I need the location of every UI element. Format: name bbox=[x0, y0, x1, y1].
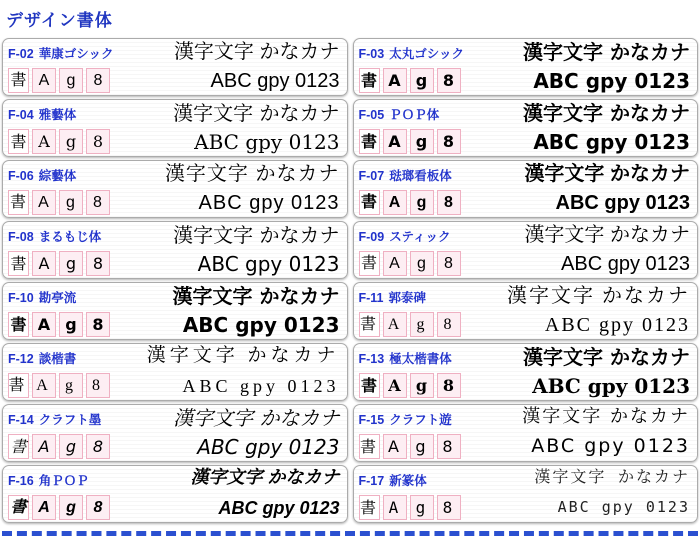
font-card bbox=[2, 38, 348, 96]
font-card-bottom-row bbox=[359, 373, 691, 398]
bottom-dashed-divider bbox=[2, 531, 698, 536]
sample-char-box: g bbox=[59, 129, 83, 154]
font-name: 新篆体 bbox=[389, 474, 427, 488]
font-card-bottom-row bbox=[359, 312, 691, 337]
font-card-label bbox=[8, 41, 113, 62]
font-code: F-02 bbox=[8, 47, 34, 61]
sample-line-2: ABC gpy 0123 bbox=[557, 498, 690, 516]
font-card bbox=[2, 404, 348, 462]
sample-char-box: A bbox=[383, 251, 407, 276]
sample-char-box: 8 bbox=[86, 434, 110, 459]
font-name: 琺瑯看板体 bbox=[389, 169, 452, 183]
sample-line-2: ABC gpy 0123 bbox=[197, 434, 340, 459]
sample-char-box: 書 bbox=[359, 434, 380, 459]
font-card-label bbox=[8, 163, 76, 184]
font-card bbox=[2, 465, 348, 523]
font-card-bottom-row bbox=[8, 434, 340, 459]
sample-char-box: 書 bbox=[8, 251, 29, 276]
font-card bbox=[2, 160, 348, 218]
font-name: ＰＯＰ体 bbox=[389, 108, 440, 122]
font-card bbox=[353, 282, 699, 340]
sample-line-1: 漢字文字 かなカナ bbox=[164, 163, 340, 185]
sample-line-1: 漢字文字 かなカナ bbox=[524, 163, 690, 185]
sample-char-box: 書 bbox=[359, 373, 380, 398]
sample-char-box: A bbox=[32, 251, 56, 276]
font-name: 極太楷書体 bbox=[389, 352, 452, 366]
sample-char-boxes bbox=[8, 129, 110, 154]
sample-line-2: ABC gpy 0123 bbox=[218, 497, 340, 518]
font-card bbox=[353, 465, 699, 523]
sample-line-1: 漢字文字 かなカナ bbox=[507, 285, 690, 307]
font-card-bottom-row bbox=[359, 434, 691, 459]
sample-char-box: A bbox=[32, 434, 56, 459]
font-name: 雅藝体 bbox=[38, 108, 77, 122]
font-code: F-08 bbox=[8, 230, 34, 244]
sample-char-box: g bbox=[410, 434, 434, 459]
sample-char-boxes bbox=[359, 495, 461, 520]
font-code: F-11 bbox=[358, 291, 384, 305]
font-card bbox=[2, 282, 348, 340]
sample-char-boxes bbox=[359, 68, 461, 93]
font-card-top-row bbox=[359, 102, 691, 124]
sample-line-1: 漢字文字 かなカナ bbox=[523, 345, 690, 369]
sample-char-box: g bbox=[59, 495, 83, 520]
sample-char-box: A bbox=[383, 495, 407, 520]
sample-char-box: g bbox=[410, 129, 434, 154]
sample-char-box: 書 bbox=[8, 312, 29, 337]
sample-line-1: 漢字文字 かなカナ bbox=[534, 467, 690, 486]
font-card bbox=[353, 160, 699, 218]
font-card bbox=[2, 343, 348, 401]
sample-char-box: 書 bbox=[8, 434, 29, 459]
sample-char-box: 8 bbox=[86, 129, 110, 154]
sample-char-box: 8 bbox=[86, 251, 110, 276]
font-card-top-row bbox=[8, 102, 340, 124]
font-code: F-07 bbox=[358, 169, 385, 183]
sample-line-2: ABC gpy 0123 bbox=[561, 252, 690, 275]
sample-line-1: 漢字文字 かなカナ bbox=[173, 101, 340, 125]
font-card-top-row bbox=[8, 163, 340, 185]
font-card-bottom-row bbox=[8, 373, 340, 398]
font-card-label bbox=[359, 346, 452, 367]
sample-char-box: 8 bbox=[86, 190, 110, 215]
sample-char-box: g bbox=[59, 190, 83, 215]
font-card bbox=[353, 221, 699, 279]
font-name: スティック bbox=[389, 230, 451, 244]
sample-char-box: A bbox=[32, 129, 56, 154]
sample-char-boxes bbox=[8, 190, 110, 215]
font-card-bottom-row bbox=[8, 251, 340, 276]
font-card-bottom-row bbox=[359, 495, 691, 520]
font-code: F-05 bbox=[358, 108, 385, 122]
font-card-label bbox=[8, 468, 89, 489]
sample-line-2: ABC gpy 0123 bbox=[544, 313, 690, 336]
sample-line-2: ABC gpy 0123 bbox=[197, 251, 340, 276]
sample-line-1: 漢字文字 かなカナ bbox=[523, 40, 690, 64]
sample-char-box: g bbox=[59, 312, 83, 337]
font-name: 角ＰＯＰ bbox=[38, 474, 89, 488]
font-card-bottom-row bbox=[8, 495, 340, 520]
sample-line-1: 漢字文字 かなカナ bbox=[173, 41, 340, 63]
font-card-bottom-row bbox=[359, 68, 691, 93]
sample-char-box: 8 bbox=[437, 495, 461, 520]
sample-char-box: A bbox=[383, 129, 407, 154]
font-name: 華康ゴシック bbox=[38, 47, 114, 61]
font-card-top-row bbox=[8, 346, 340, 367]
font-name: 郭泰碑 bbox=[388, 291, 427, 305]
sample-char-boxes bbox=[8, 251, 110, 276]
sample-line-2: ABC gpy 0123 bbox=[533, 68, 690, 93]
font-code: F-13 bbox=[358, 352, 385, 366]
font-code: F-14 bbox=[8, 413, 34, 427]
sample-line-1: 漢字文字 かなカナ bbox=[173, 223, 340, 247]
sample-char-boxes bbox=[359, 129, 461, 154]
font-card-top-row bbox=[359, 468, 691, 489]
sample-char-boxes bbox=[8, 312, 110, 337]
font-code: F-09 bbox=[358, 230, 385, 244]
sample-char-box: 8 bbox=[86, 495, 110, 520]
sample-char-box: 書 bbox=[359, 190, 380, 215]
font-grid bbox=[2, 38, 698, 523]
sample-line-2: ABC gpy 0123 bbox=[182, 312, 340, 337]
font-card-bottom-row bbox=[359, 251, 691, 276]
sample-char-boxes bbox=[359, 251, 461, 276]
sample-char-box: A bbox=[383, 434, 407, 459]
font-card-label bbox=[359, 407, 452, 428]
sample-char-box: 8 bbox=[86, 68, 110, 93]
font-card bbox=[353, 38, 699, 96]
font-code: F-16 bbox=[8, 474, 34, 488]
font-card-top-row bbox=[8, 407, 340, 429]
sample-char-boxes bbox=[8, 68, 110, 93]
sample-char-boxes bbox=[8, 434, 110, 459]
font-card-top-row bbox=[359, 41, 691, 63]
font-card bbox=[353, 99, 699, 157]
font-card-bottom-row bbox=[8, 68, 340, 93]
font-code: F-12 bbox=[8, 352, 34, 366]
sample-char-boxes bbox=[8, 373, 110, 398]
font-card bbox=[353, 404, 699, 462]
sample-char-box: A bbox=[383, 312, 407, 337]
sample-char-boxes bbox=[359, 434, 461, 459]
sample-char-boxes bbox=[359, 312, 461, 337]
sample-line-1: 漢字文字 かなカナ bbox=[523, 101, 690, 125]
font-name: クラフト遊 bbox=[389, 413, 452, 427]
font-card bbox=[353, 343, 699, 401]
sample-line-2: ABC gpy 0123 bbox=[555, 191, 690, 214]
sample-line-1: 漢字文字 かなカナ bbox=[524, 224, 690, 246]
font-card-label bbox=[359, 102, 440, 123]
font-name: 勘亭流 bbox=[38, 291, 77, 305]
font-card-label bbox=[359, 224, 451, 245]
sample-line-1: 漢字文字 かなカナ bbox=[190, 467, 340, 487]
sample-char-box: g bbox=[410, 68, 434, 93]
sample-line-2: ABC gpy 0123 bbox=[533, 129, 690, 154]
font-card-label bbox=[359, 163, 452, 184]
sample-char-box: g bbox=[59, 434, 83, 459]
font-card-bottom-row bbox=[359, 129, 691, 154]
sample-char-box: 書 bbox=[359, 129, 380, 154]
sample-line-2: ABC gpy 0123 bbox=[198, 191, 340, 214]
font-card-top-row bbox=[8, 285, 340, 307]
sample-char-box: g bbox=[410, 251, 434, 276]
sample-line-1: 漢字文字 かなカナ bbox=[522, 406, 690, 427]
sample-line-1: 漢字文字 かなカナ bbox=[146, 345, 340, 366]
font-name: 綜藝体 bbox=[38, 169, 77, 183]
font-name: 太丸ゴシック bbox=[389, 47, 464, 61]
sample-char-box: 8 bbox=[437, 373, 461, 398]
font-card-label bbox=[8, 285, 76, 306]
sample-line-2: ABC gpy 0123 bbox=[182, 375, 340, 396]
sample-char-box: 8 bbox=[437, 68, 461, 93]
sample-char-box: 書 bbox=[8, 129, 29, 154]
font-card-top-row bbox=[8, 224, 340, 246]
sample-line-2: ABC gpy 0123 bbox=[531, 435, 690, 457]
sample-char-box: 書 bbox=[359, 312, 380, 337]
font-card-label bbox=[8, 346, 76, 367]
font-card-bottom-row bbox=[8, 190, 340, 215]
sample-char-box: 8 bbox=[86, 312, 110, 337]
sample-char-box: A bbox=[383, 190, 407, 215]
sample-char-box: g bbox=[410, 312, 434, 337]
sample-line-2: ABC gpy 0123 bbox=[532, 373, 690, 398]
sample-line-2: ABC gpy 0123 bbox=[194, 129, 340, 154]
sample-char-box: A bbox=[32, 495, 56, 520]
page-title: デザイン書体 bbox=[6, 11, 113, 30]
sample-char-box: g bbox=[59, 373, 83, 398]
font-card-top-row bbox=[359, 407, 691, 428]
font-card-top-row bbox=[8, 41, 340, 63]
sample-char-box: 書 bbox=[8, 373, 29, 398]
sample-char-box: A bbox=[32, 68, 56, 93]
sample-char-boxes bbox=[359, 373, 461, 398]
sample-char-box: 8 bbox=[437, 251, 461, 276]
font-code: F-17 bbox=[358, 474, 385, 488]
sample-char-box: g bbox=[410, 373, 434, 398]
font-card-label bbox=[8, 102, 76, 123]
sample-char-box: g bbox=[410, 495, 434, 520]
font-name: 談楷書 bbox=[38, 352, 77, 366]
sample-line-2: ABC gpy 0123 bbox=[210, 69, 340, 92]
font-code: F-15 bbox=[358, 413, 385, 427]
font-card bbox=[2, 221, 348, 279]
font-card-bottom-row bbox=[8, 129, 340, 154]
sample-line-1: 漢字文字 かなカナ bbox=[173, 406, 340, 430]
sample-char-box: 8 bbox=[437, 312, 461, 337]
sample-char-boxes bbox=[359, 190, 461, 215]
font-card-top-row bbox=[359, 163, 691, 185]
sample-char-box: 書 bbox=[359, 68, 380, 93]
sample-char-box: 書 bbox=[359, 251, 380, 276]
font-code: F-04 bbox=[8, 108, 34, 122]
font-card-top-row bbox=[359, 224, 691, 246]
font-name: クラフト墨 bbox=[38, 413, 102, 427]
font-card-label bbox=[359, 468, 427, 489]
sample-char-box: A bbox=[32, 312, 56, 337]
font-code: F-03 bbox=[358, 47, 385, 61]
sample-char-box: g bbox=[410, 190, 434, 215]
sample-char-box: A bbox=[383, 68, 407, 93]
sample-char-box: A bbox=[32, 373, 56, 398]
font-card-bottom-row bbox=[8, 312, 340, 337]
sample-char-box: g bbox=[59, 251, 83, 276]
sample-char-box: 書 bbox=[8, 495, 29, 520]
font-card-label bbox=[8, 407, 101, 428]
font-card-label bbox=[359, 285, 427, 306]
font-card-top-row bbox=[8, 468, 340, 489]
sample-char-box: A bbox=[383, 373, 407, 398]
sample-char-box: 書 bbox=[8, 190, 29, 215]
font-card-top-row bbox=[359, 285, 691, 307]
sample-char-box: g bbox=[59, 68, 83, 93]
sample-char-box: 8 bbox=[86, 373, 110, 398]
font-card-label bbox=[8, 224, 101, 245]
font-card-top-row bbox=[359, 346, 691, 368]
font-name: まるもじ体 bbox=[38, 230, 102, 244]
sample-char-box: 8 bbox=[437, 129, 461, 154]
sample-char-box: 8 bbox=[437, 190, 461, 215]
font-code: F-10 bbox=[8, 291, 34, 305]
font-card-label bbox=[359, 41, 464, 62]
sample-char-box: A bbox=[32, 190, 56, 215]
sample-line-1: 漢字文字 かなカナ bbox=[172, 284, 340, 308]
sample-char-box: 書 bbox=[8, 68, 29, 93]
sample-char-boxes bbox=[8, 495, 110, 520]
font-card bbox=[2, 99, 348, 157]
font-code: F-06 bbox=[8, 169, 34, 183]
sample-char-box: 書 bbox=[359, 495, 380, 520]
sample-char-box: 8 bbox=[437, 434, 461, 459]
font-card-bottom-row bbox=[359, 190, 691, 215]
